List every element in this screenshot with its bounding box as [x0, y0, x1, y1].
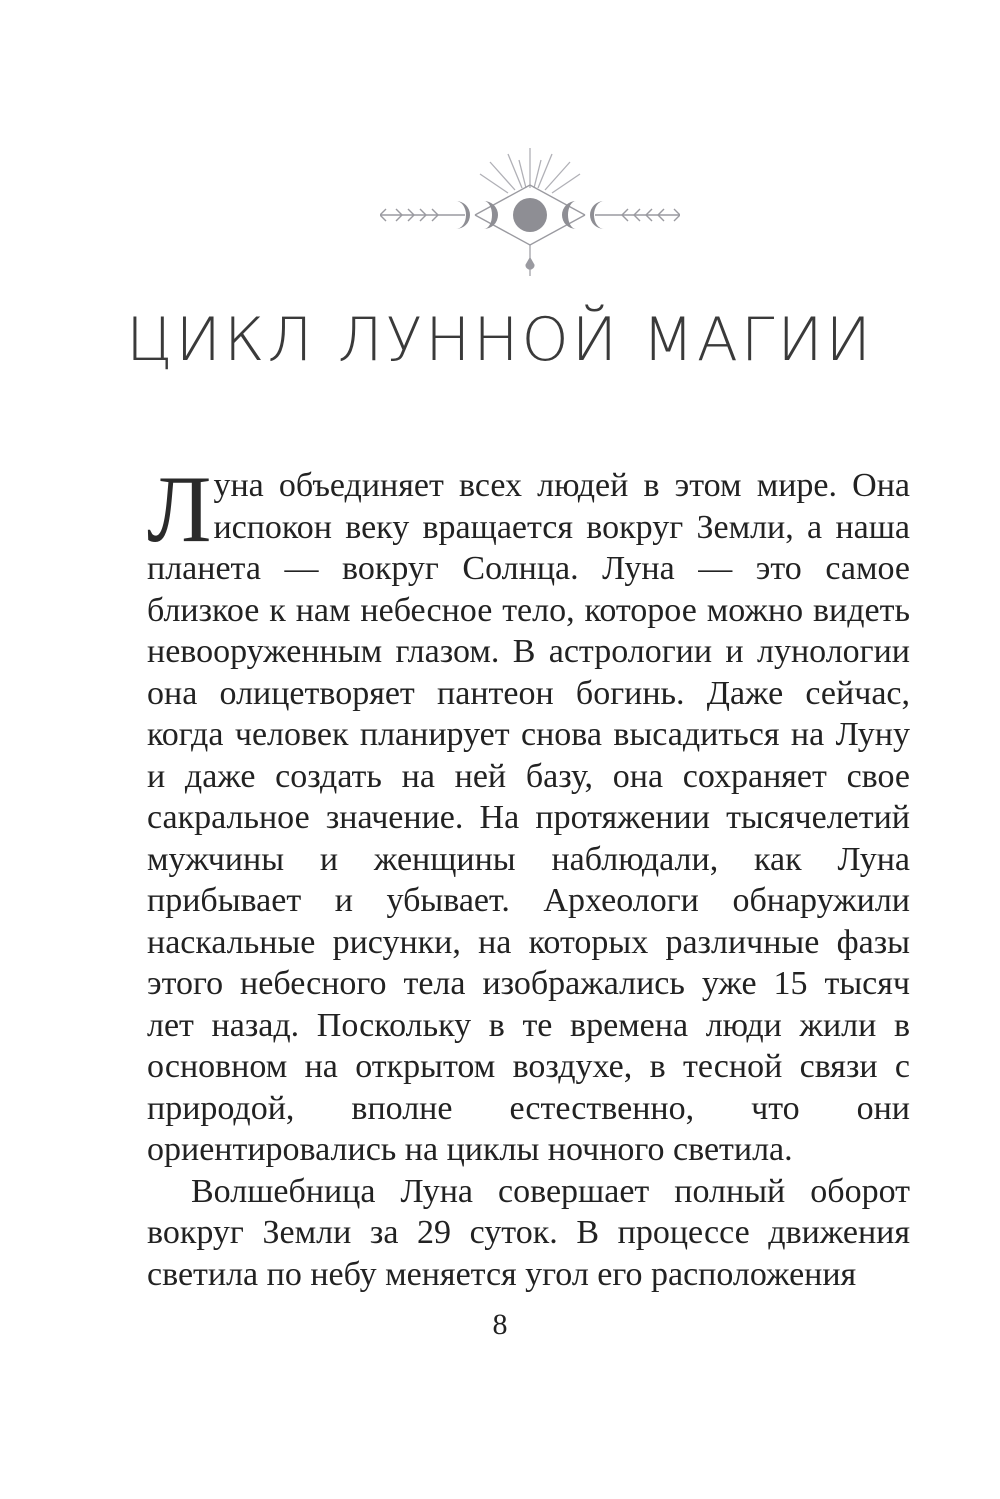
moon-phases-icon: [380, 140, 680, 280]
body-text: [147, 456, 910, 1295]
paragraph-2: Волшебница Луна совершает полный оборот вокруг Земли за 29 суток. В процессе движения светила по небу меняется угол его расположения: [147, 1172, 910, 1293]
chapter-title: ЦИКЛ ЛУННОЙ МАГИИ: [126, 305, 874, 375]
drop-cap: Л: [147, 456, 212, 562]
paragraph-1: [147, 456, 910, 1171]
page-number: 8: [492, 1308, 508, 1341]
paragraph-1-text: уна объединяет всех людей в этом мире. Она испокон веку вращается вокруг Земли, а наша планета — вокруг Солнца. Луна — это самое близкое к нам небесное тело, которое можно видеть невооруженным глазом. В астрологии и лунологии она олицетворяет пантеон богинь. Даже сейчас, когда человек планирует снова высадиться на Луну и даже создать на ней базу, она сохраняет свое сакральное значение. На протяжении тысячелетий мужчины и женщины наблюдали, как Луна прибывает и убывает. Археологи обнаружили наскальные рисунки, на которых различные фазы этого небесного тела изображались уже 15 тысяч лет назад. Поскольку в те времена люди жили в основном на открытом воздухе, в тесной связи с природой, вполне естественно, что они ориентировались на циклы ночного светила.: [147, 467, 910, 1168]
